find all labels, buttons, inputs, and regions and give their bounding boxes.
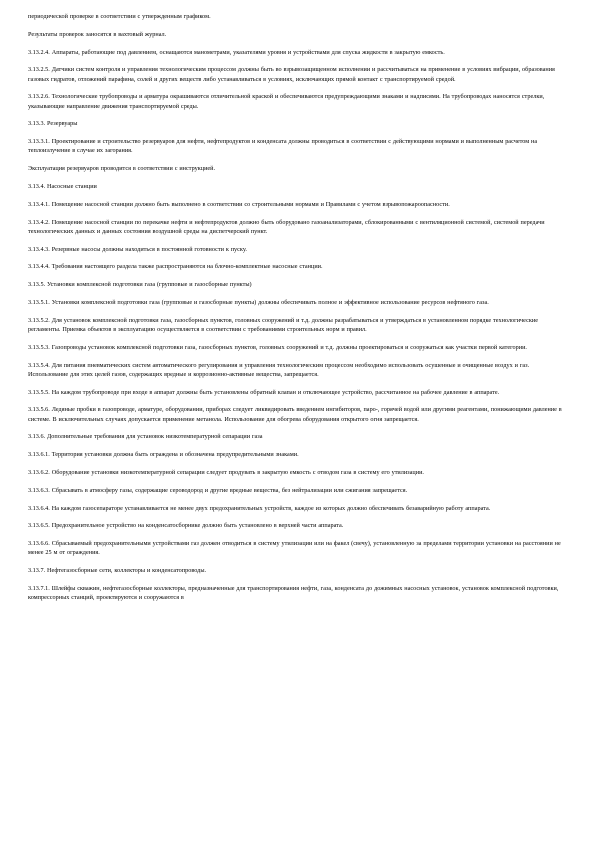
- section-heading-3-13-6: 3.13.6. Дополнительные требования для установок низкотемпературной сепарации газа: [28, 433, 263, 441]
- paragraph-1: Результаты проверок заносятся в вахтовый журнал.: [28, 30, 167, 38]
- paragraph-28: 3.13.7.1. Шлейфы скважин, нефтегазосборные коллекторы, предназначенные для транспортирования нефти, газа, конденсата до дожимных насосных установок, установок комплексной подготовки, компрессорных станций, проектируются и сооружаются в: [28, 584, 559, 602]
- paragraph-14: 3.13.5.1. Установки комплексной подготовки газа (групповые и газосборные пункты) должны обеспечивать полное и эффективное использование ресурсов нефтяного газа.: [28, 298, 489, 306]
- section-heading-3-13-5: 3.13.5. Установки комплексной подготовки газа (групповые и газосборные пункты): [28, 281, 252, 289]
- paragraph-24: 3.13.6.4. На каждом газосепараторе устанавливается не менее двух предохранительных устройств, каждое из которых должно обеспечивать безаварийную работу аппарата.: [28, 504, 491, 512]
- paragraph-21: 3.13.6.1. Территория установки должна быть ограждена и обозначена предупредительными знаками.: [28, 451, 299, 459]
- section-heading-3-13-7: 3.13.7. Нефтегазосборные сети, коллекторы и конденсатопроводы.: [28, 567, 207, 575]
- paragraph-10: 3.13.4.2. Помещение насосной станции по перекачке нефти и нефтепродуктов должно быть оборудовано газоанализаторами, сблокированными с вентиляционной системой, системой передачи технологических данных и данных состояния воздушной среды на диспетчерский пункт.: [28, 218, 545, 235]
- paragraph-23: 3.13.6.3. Сбрасывать в атмосферу газы, содержащие сероводород и другие вредные вещества, без нейтрализации или сжигания запрещается.: [28, 486, 408, 494]
- paragraph-6: 3.13.3.1. Проектирование и строительство резервуаров для нефти, нефтепродуктов и конденсата должны проводиться в соответствии с действующими нормами и выполненным расчетом на теплоизлучение в случае их загорания.: [28, 138, 538, 155]
- paragraph-18: 3.13.5.5. На каждом трубопроводе при входе в аппарат должны быть установлены обратный клапан и отключающее устройство, рассчитанное на рабочее давление в аппарате.: [28, 388, 500, 396]
- paragraph-7: Эксплуатация резервуаров проводится в соответствии с инструкцией.: [28, 165, 216, 173]
- paragraph-26: 3.13.6.6. Сбрасываемый предохранительными устройствами газ должен отводиться в систему утилизации или на факел (свечу), установленную за пределами территории установки на расстоянии не менее 25 м от ограждения.: [28, 540, 561, 557]
- paragraph-25: 3.13.6.5. Предохранительное устройство на конденсатосборнике должно быть установлено в верхней части аппарата.: [28, 522, 344, 530]
- paragraph-2: 3.13.2.4. Аппараты, работающие под давлением, оснащаются манометрами, указателями уровня и устройствами для спуска жидкости в закрытую емкость.: [28, 48, 445, 56]
- paragraph-11: 3.13.4.3. Резервные насосы должны находиться в постоянной готовности к пуску.: [28, 245, 247, 253]
- paragraph-19: 3.13.5.6. Ледяные пробки в газопроводе, арматуре, оборудовании, приборах следует ликвидировать введением ингибиторов, паро-, горячей водой или другими реагентами, понижающими давление в системе. В исключительных случаях допускается применение метанола. Использование для обогрева оборудования открытого огня запрещается.: [28, 406, 562, 423]
- paragraph-15: 3.13.5.2. Для установок комплексной подготовки газа, газосборных пунктов, головных сооружений и т.д. должны разрабатываться и утверждаться в установленном порядке технологические регламенты. Приемка объектов в эксплуатацию осуществляется в соответствии с требованиями строительных норм и правил.: [28, 316, 538, 333]
- paragraph-16: 3.13.5.3. Газопроводы установок комплексной подготовки газа, газосборных пунктов, головных сооружений и т.д. должны проектироваться и сооружаться как участки первой категории.: [28, 343, 527, 351]
- document-page: [28, 12, 568, 611]
- paragraph-12: 3.13.4.4. Требования настоящего раздела также распространяются на блочно-комплектные насосные станции.: [28, 263, 323, 271]
- paragraph-9: 3.13.4.1. Помещение насосной станции должно быть выполнено в соответствии со строительными нормами и Правилами с учетом взрывопожароопасности.: [28, 200, 450, 208]
- paragraph-0: периодической проверке в соответствии с утвержденным графиком.: [28, 13, 211, 20]
- paragraph-3: 3.13.2.5. Датчики систем контроля и управления технологическим процессом должны быть во взрывозащищенном исполнении и рассчитываться на применение в условиях вибрации, образования газовых гидратов, отложений парафина, солей и других веществ либо устанавливаться в условиях, исключающих прямой контакт с транспортируемой средой.: [28, 66, 555, 83]
- paragraph-22: 3.13.6.2. Оборудование установки низкотемпературной сепарации следует продувать в закрытую емкость с отводом газа в систему его утилизации.: [28, 468, 424, 476]
- paragraph-17: 3.13.5.4. Для питания пневматических систем автоматического регулирования и управления технологическим процессом необходимо использовать осушенные и очищенные воздух и газ. Использование для этих целей газов, содержащих вредные и коррозионно-активные вещества, запрещается.: [28, 361, 530, 378]
- paragraph-4: 3.13.2.6. Технологические трубопроводы и арматура окрашиваются отличительной краской и обеспечиваются предупреждающими знаками и надписями. На трубопроводах наносятся стрелки, указывающие направление движения транспортируемой среды.: [28, 93, 545, 110]
- section-heading-3-13-3: 3.13.3. Резервуары: [28, 120, 78, 128]
- section-heading-3-13-4: 3.13.4. Насосные станции: [28, 182, 97, 190]
